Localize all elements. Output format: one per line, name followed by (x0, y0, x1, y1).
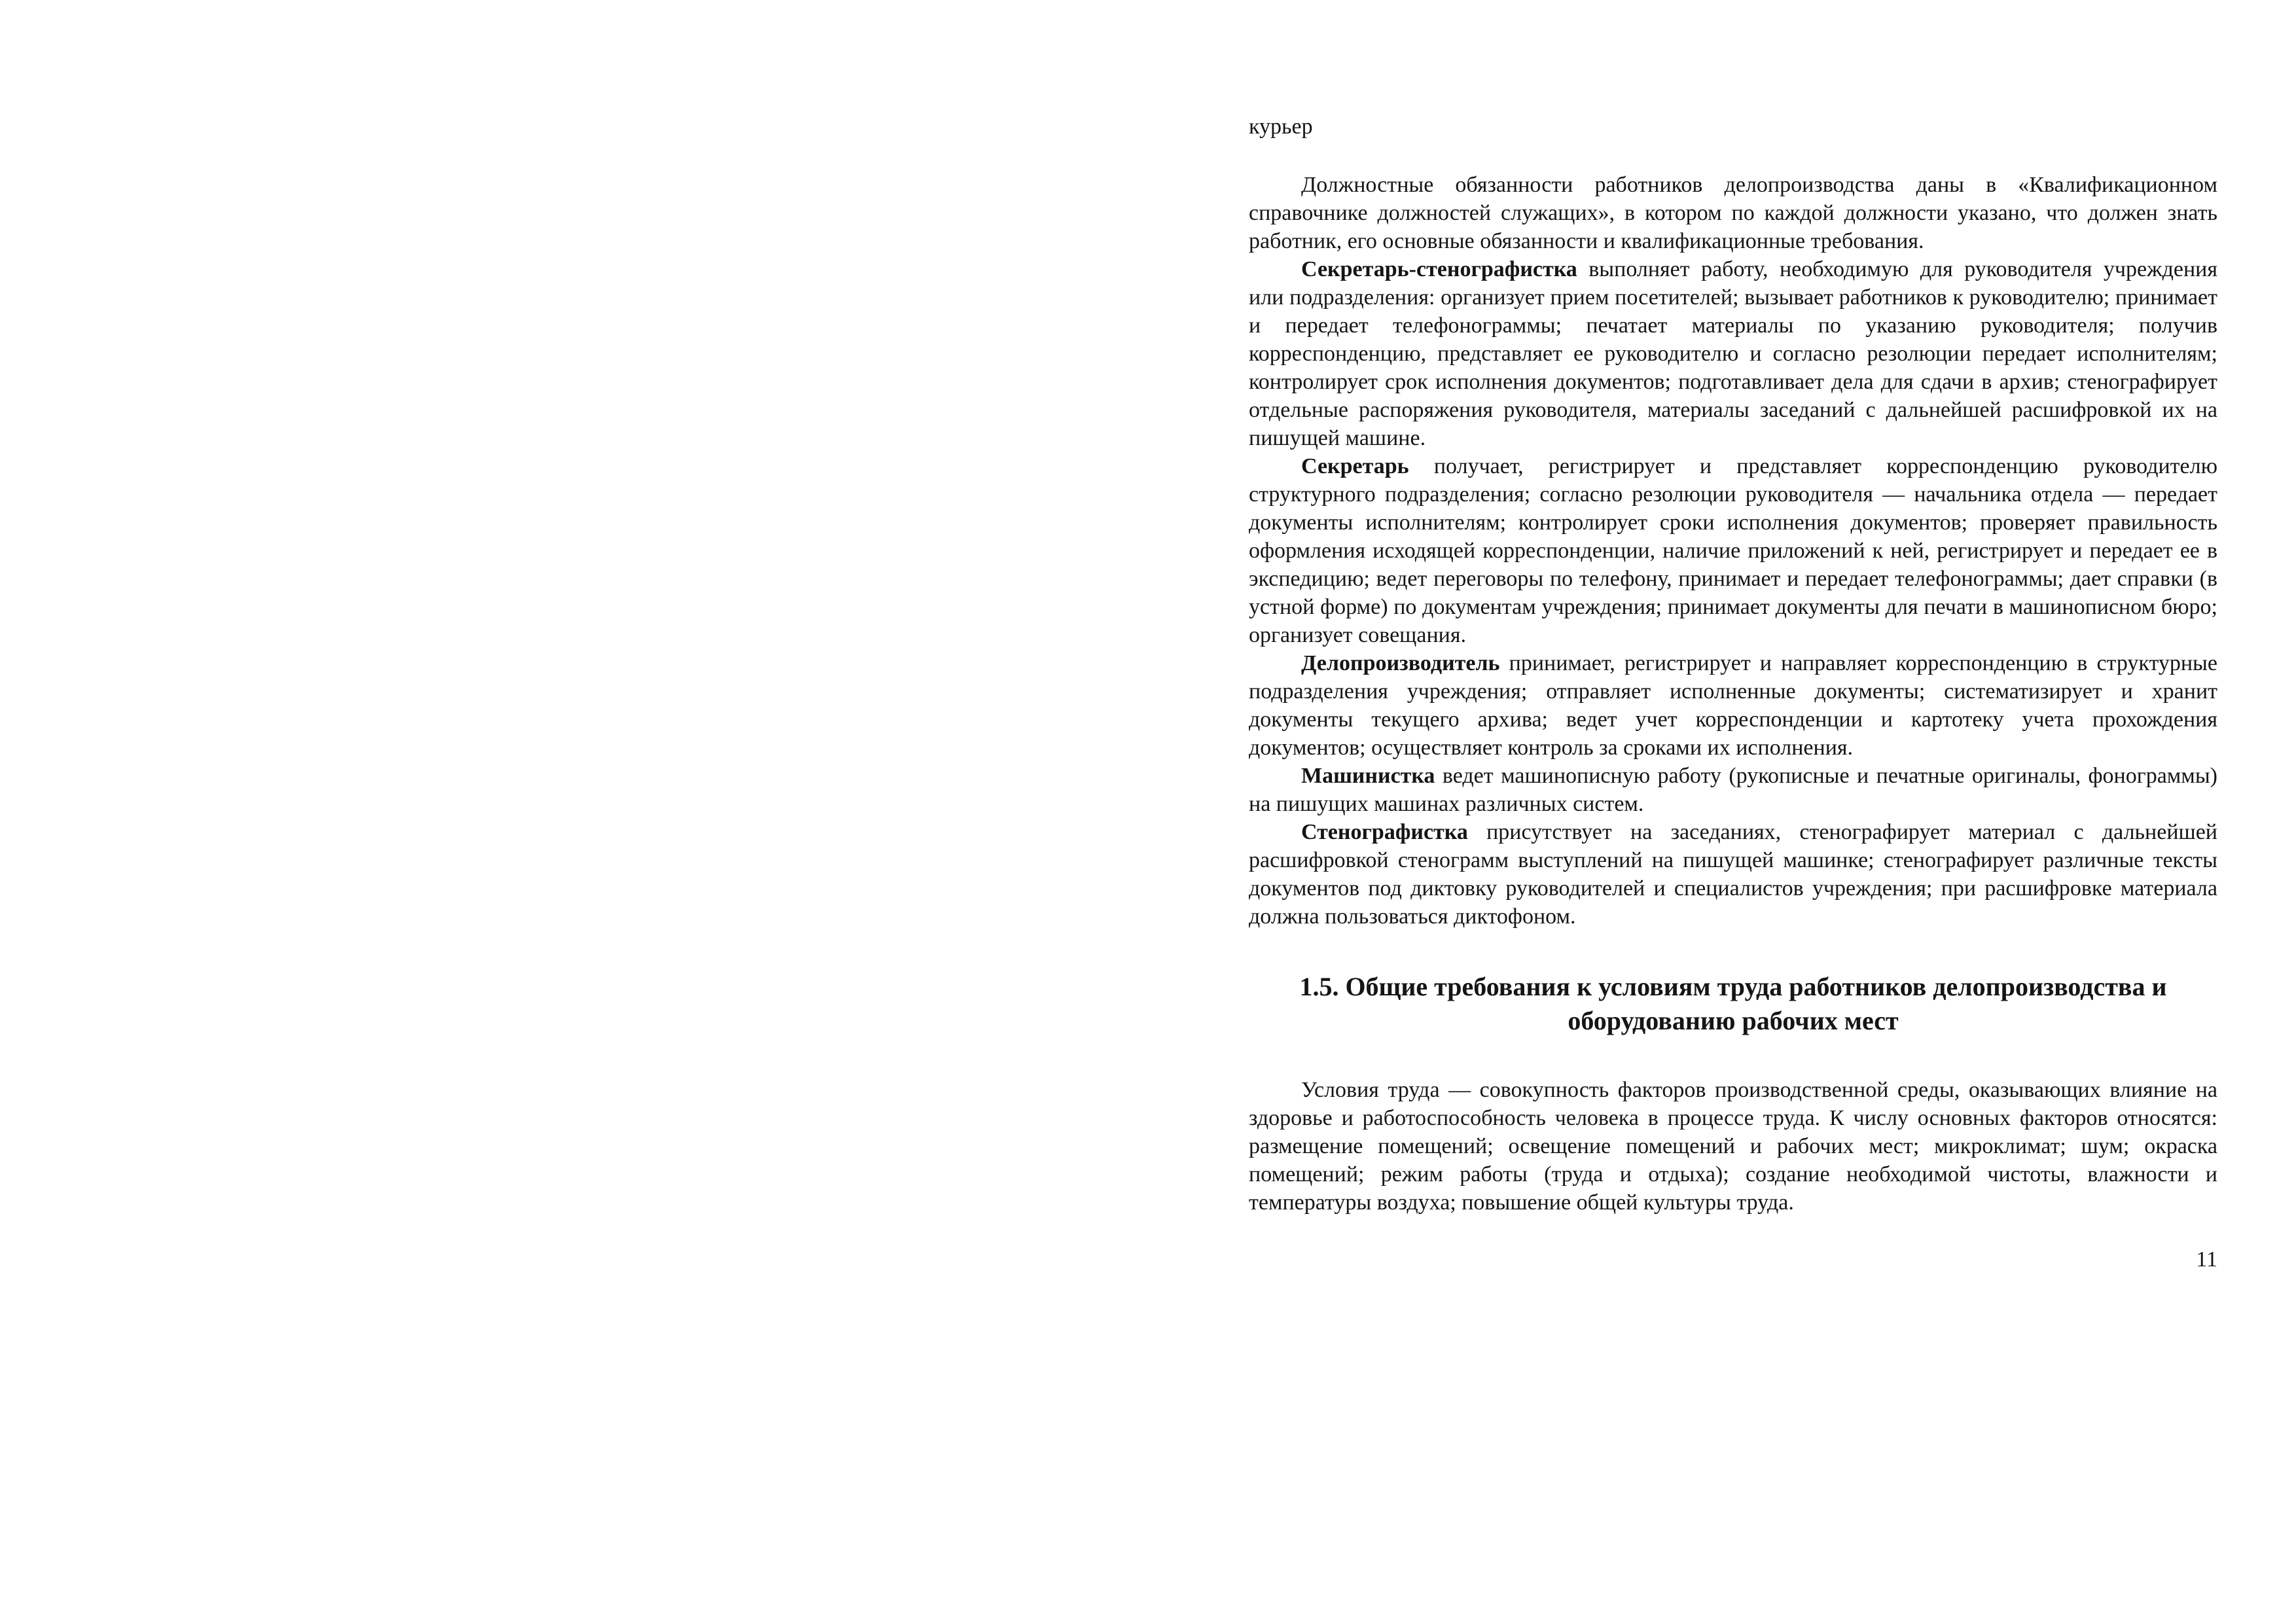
section-heading: 1.5. Общие требования к условиям труда работников делопроизводства и оборудованию рабочих мест (1299, 972, 2167, 1035)
paragraph-text: получает, регистрирует и представляет корреспонденцию руководителю структурного подразделения; согласно резолюции руководителя — начальника отдела — передает документы исполнителям; контролирует сроки исполнения документов; проверяет правильность оформления исходящей корреспонденции, наличие приложений к ней, регистрирует и передает ее в экспедицию; ведет переговоры по телефону, принимает и передает телефонограммы; дает справки (в устной форме) по документам учреждения; принимает документы для печати в машинописном бюро; организует совещания. (1249, 454, 2217, 647)
job-title-stenographer: Стенографистка (1301, 820, 1468, 844)
paragraph-text: ведет машинописную работу (рукописные и печатные оригиналы, фонограммы) на пишущих машинах различных систем. (1249, 764, 2217, 816)
page-text-block (1249, 113, 2217, 1274)
paragraph-typist (1249, 762, 2217, 818)
paragraph-clerk (1249, 649, 2217, 762)
paragraph-text: Условия труда — совокупность факторов производственной среды, оказывающих влияние на здоровье и работоспособность человека в процессе труда. К числу основных факторов относятся: размещение помещений; освещение помещений и рабочих мест; микроклимат; шум; окраска помещений; режим работы (труда и отдыха); создание необходимой чистоты, влажности и температуры воздуха; повышение общей культуры труда. (1249, 1078, 2217, 1215)
paragraph-text: присутствует на заседаниях, стенографирует материал с дальнейшей расшифровкой стенограмм выступлений на пишущей машинке; стенографирует различные тексты документов под диктовку руководителей и специалистов учреждения; при расшифровке материала должна пользоваться диктофоном. (1249, 820, 2217, 929)
paragraph-working-conditions (1249, 1076, 2217, 1217)
paragraph-duties-intro (1249, 171, 2217, 255)
paragraph-text: выполняет работу, необходимую для руководителя учреждения или подразделения: организует прием посетителей; вызывает работников к руководителю; принимает и передает телефонограммы; печатает материалы по указанию руководителя; получив корреспонденцию, представляет ее руководителю и согласно резолюции передает исполнителям; контролирует срок исполнения документов; подготавливает дела для сдачи в архив; стенографирует отдельные распоряжения руководителя, материалы заседаний с дальнейшей расшифровкой их на пишущей машине. (1249, 257, 2217, 450)
job-title-clerk: Делопроизводитель (1301, 651, 1500, 675)
job-title-typist: Машинистка (1301, 764, 1435, 788)
job-title-secretary: Секретарь (1301, 454, 1409, 478)
paragraph-secretary (1249, 452, 2217, 649)
job-title-secretary-stenographer: Секретарь-стенографистка (1301, 257, 1577, 281)
page-number: 11 (2196, 1247, 2217, 1272)
paragraph-secretary-stenographer (1249, 255, 2217, 452)
paragraph-text: Должностные обязанности работников делопроизводства даны в «Квалификационном справочнике должностей служащих», в котором по каждой должности указано, что должен знать работник, его основные обязанности и квалификационные требования. (1249, 173, 2217, 253)
paragraph-text: принимает, регистрирует и направляет корреспонденцию в структурные подразделения учреждения; отправляет исполненные документы; систематизирует и хранит документы текущего архива; ведет учет корреспонденции и картотеку учета прохождения документов; осуществляет контроль за сроками их исполнения. (1249, 651, 2217, 760)
carryover-word: курьер (1249, 115, 1313, 139)
paragraph-stenographer (1249, 818, 2217, 931)
